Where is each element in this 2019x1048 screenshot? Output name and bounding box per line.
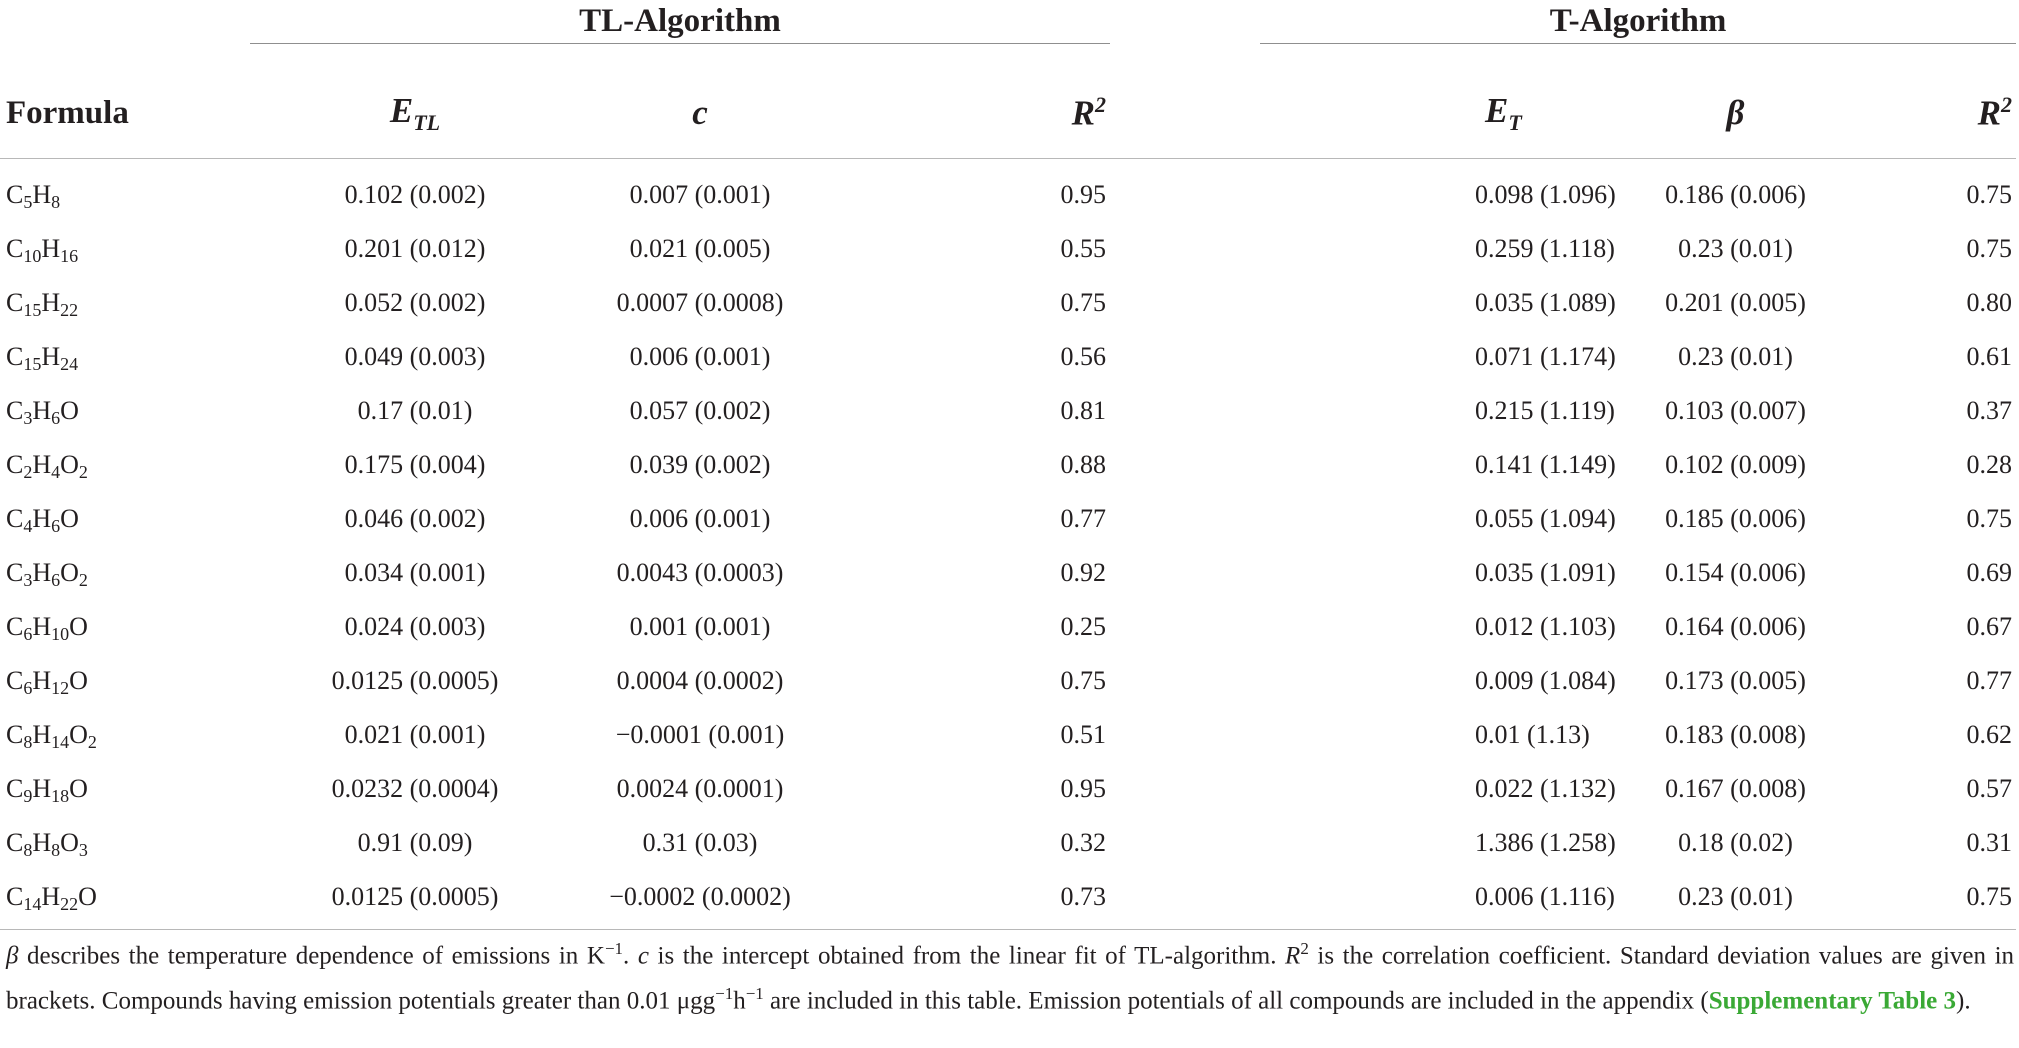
cell-e-t: 0.035 (1.089) (1475, 288, 1616, 317)
cell-spacer (1110, 600, 1260, 654)
cell-r2-tl: 0.55 (1060, 234, 1106, 263)
cell-spacer (1110, 870, 1260, 930)
col-header-beta: β (1620, 68, 1910, 159)
cell-e-t: 0.098 (1.096) (1475, 180, 1616, 209)
tl-group-rule (250, 44, 1110, 69)
cell-c: 0.0043 (0.0003) (616, 558, 784, 587)
cell-r2-tl: 0.75 (1060, 666, 1106, 695)
cell-r2-t: 0.37 (1966, 396, 2012, 425)
cell-formula: $C_2H_4O_2$ (6, 450, 88, 482)
table-row (0, 654, 2016, 708)
cell-beta: 0.23 (0.01) (1678, 342, 1793, 371)
cell-r2-t: 0.28 (1966, 450, 2012, 479)
cell-r2-tl: 0.32 (1060, 828, 1106, 857)
cell-e-t: 0.259 (1.118) (1475, 234, 1615, 263)
cell-e-t: 0.071 (1.174) (1475, 342, 1616, 371)
col-header-c: c (580, 68, 820, 159)
cell-c: 0.0004 (0.0002) (616, 666, 784, 695)
cell-r2-t: 0.77 (1966, 666, 2012, 695)
cell-e-t: 0.012 (1.103) (1475, 612, 1616, 641)
cell-e-tl: 0.175 (0.004) (344, 450, 486, 479)
cell-e-t: 1.386 (1.258) (1475, 828, 1616, 857)
cell-e-tl: 0.049 (0.003) (344, 342, 486, 371)
cell-r2-t: 0.69 (1966, 558, 2012, 587)
cell-c: 0.007 (0.001) (629, 180, 771, 209)
cell-beta: 0.103 (0.007) (1665, 396, 1806, 425)
cell-formula: $C_9H_{18}O$ (6, 774, 88, 806)
cell-spacer (1110, 330, 1260, 384)
cell-beta: 0.185 (0.006) (1665, 504, 1806, 533)
group-header-t: T-Algorithm (1549, 3, 1727, 39)
cell-e-t: 0.141 (1.149) (1475, 450, 1616, 479)
cell-formula: $C_6H_{10}O$ (6, 612, 88, 644)
cell-formula: $C_{14}H_{22}O$ (0, 870, 250, 930)
cell-r2-tl: 0.95 (1060, 774, 1106, 803)
cell-r2-t: 0.62 (1966, 720, 2012, 749)
cell-beta: 0.154 (0.006) (1665, 558, 1806, 587)
cell-e-tl: 0.0125 (0.0005) (331, 666, 499, 695)
cell-e-tl: 0.021 (0.001) (344, 720, 486, 749)
cell-e-tl: 0.17 (0.01) (357, 396, 473, 425)
cell-c: 0.31 (0.03) (642, 828, 758, 857)
supplementary-table-link[interactable]: Supplementary Table 3 (1708, 987, 1956, 1015)
cell-r2-t: 0.61 (1966, 342, 2012, 371)
cell-formula: $C_6H_{12}O$ (6, 666, 88, 698)
cell-r2-tl: 0.56 (1060, 342, 1106, 371)
cell-beta: 0.23 (0.01) (1620, 870, 1910, 930)
cell-formula: $C_{15}H_{22}$ (6, 288, 79, 320)
cell-beta: 0.164 (0.006) (1665, 612, 1806, 641)
col-header-e-tl: $E_{TL}$ (250, 68, 580, 159)
cell-r2-tl: 0.51 (1060, 720, 1106, 749)
t-group-rule (1260, 44, 1340, 69)
cell-c: 0.0024 (0.0001) (616, 774, 784, 803)
col-header-r2-tl: $R^2$ (820, 68, 1110, 159)
cell-c: 0.057 (0.002) (629, 396, 771, 425)
cell-beta: 0.183 (0.008) (1665, 720, 1806, 749)
cell-c: −0.0002 (0.0002) (580, 870, 820, 930)
col-header-r2-t: $R^2$ (1910, 68, 2016, 159)
cell-spacer (1110, 546, 1260, 600)
table-row (0, 762, 2016, 816)
cell-spacer (1110, 438, 1260, 492)
cell-r2-tl: 0.75 (1060, 288, 1106, 317)
cell-e-tl: 0.102 (0.002) (344, 180, 486, 209)
table-row (0, 384, 2016, 438)
table-row (0, 816, 2016, 870)
cell-formula: $C_3H_6O_2$ (6, 558, 88, 590)
cell-spacer (1110, 492, 1260, 546)
table-body (0, 159, 2016, 930)
cell-r2-tl: 0.73 (820, 870, 1110, 930)
cell-r2-tl: 0.92 (1060, 558, 1106, 587)
cell-spacer (1110, 222, 1260, 276)
table-row (0, 276, 2016, 330)
cell-r2-tl: 0.88 (1060, 450, 1106, 479)
cell-spacer (1110, 708, 1260, 762)
table-row (0, 330, 2016, 384)
cell-e-t: 0.01 (1.13) (1475, 720, 1590, 749)
cell-beta: 0.173 (0.005) (1665, 666, 1806, 695)
cell-r2-t: 0.80 (1966, 288, 2012, 317)
cell-formula: $C_{15}H_{24}$ (6, 342, 79, 374)
cell-spacer (1110, 654, 1260, 708)
cell-e-t: 0.055 (1.094) (1475, 504, 1616, 533)
cell-c: 0.006 (0.001) (629, 342, 771, 371)
table-row (0, 600, 2016, 654)
cell-r2-tl: 0.25 (1060, 612, 1106, 641)
cell-e-tl: 0.052 (0.002) (344, 288, 486, 317)
cell-r2-t: 0.75 (1966, 234, 2012, 263)
cell-r2-t: 0.75 (1966, 180, 2012, 209)
table-row (0, 438, 2016, 492)
table-footnote: β describes the temperature dependence of emissions in $K^{-1}$. c is the intercept obtained from the linear fit of TL-algorithm. $R^2$ is the correlation coefficient. Standard deviation values are given in brackets. Compounds having emission potentials greater than 0.01 $\mu gg^{-1}h^{-1}$ are included in this table. Emission potentials of all compounds are included in the appendix (Supplementary Table 3). (6, 939, 2015, 1015)
cell-c: 0.006 (0.001) (629, 504, 771, 533)
cell-beta: 0.167 (0.008) (1665, 774, 1806, 803)
cell-e-tl: 0.046 (0.002) (344, 504, 486, 533)
cell-r2-t: 0.57 (1966, 774, 2012, 803)
cell-formula: $C_8H_8O_3$ (6, 828, 88, 860)
cell-beta: 0.102 (0.009) (1665, 450, 1806, 479)
cell-formula: $C_4H_6O$ (6, 504, 79, 536)
cell-e-t: 0.022 (1.132) (1475, 774, 1616, 803)
cell-e-tl: 0.024 (0.003) (344, 612, 486, 641)
cell-c: 0.021 (0.005) (629, 234, 771, 263)
cell-spacer (1110, 816, 1260, 870)
cell-spacer (1110, 762, 1260, 816)
cell-spacer (1110, 159, 1260, 223)
cell-e-tl: 0.0232 (0.0004) (331, 774, 499, 803)
table-row (0, 159, 2016, 223)
cell-r2-t: 0.31 (1966, 828, 2012, 857)
cell-r2-tl: 0.77 (1060, 504, 1106, 533)
col-header-e-t: $E_T$ (1260, 68, 1620, 159)
cell-r2-tl: 0.95 (1060, 180, 1106, 209)
cell-r2-t: 0.75 (1966, 504, 2012, 533)
cell-e-t: 0.006 (1.116) (1260, 870, 1620, 930)
cell-formula: $C_8H_{14}O_2$ (6, 720, 97, 752)
cell-e-tl: 0.034 (0.001) (344, 558, 486, 587)
table-row (0, 492, 2016, 546)
cell-beta: 0.201 (0.005) (1665, 288, 1806, 317)
cell-formula: $C_{10}H_{16}$ (6, 234, 79, 266)
cell-formula: $C_5H_8$ (6, 180, 61, 212)
cell-e-tl: 0.201 (0.012) (344, 234, 486, 263)
table-row (0, 222, 2016, 276)
cell-r2-t: 0.75 (1910, 870, 2016, 930)
cell-e-tl: 0.0125 (0.0005) (250, 870, 580, 930)
cell-spacer (1110, 384, 1260, 438)
cell-c: 0.001 (0.001) (629, 612, 771, 641)
table-row (0, 708, 2016, 762)
table-row (0, 870, 2016, 930)
cell-spacer (1110, 276, 1260, 330)
cell-e-t: 0.035 (1.091) (1475, 558, 1616, 587)
cell-e-t: 0.009 (1.084) (1475, 666, 1616, 695)
cell-c: 0.0007 (0.0008) (616, 288, 784, 317)
cell-beta: 0.23 (0.01) (1678, 234, 1793, 263)
col-header-formula: Formula (0, 68, 250, 159)
cell-beta: 0.186 (0.006) (1665, 180, 1806, 209)
table-row (0, 546, 2016, 600)
cell-c: 0.039 (0.002) (629, 450, 771, 479)
group-header-tl: TL-Algorithm (579, 3, 781, 39)
cell-e-tl: 0.91 (0.09) (357, 828, 473, 857)
cell-c: −0.0001 (0.001) (615, 720, 785, 749)
cell-beta: 0.18 (0.02) (1678, 828, 1793, 857)
cell-r2-tl: 0.81 (1060, 396, 1106, 425)
cell-e-t: 0.215 (1.119) (1475, 396, 1615, 425)
cell-formula: $C_3H_6O$ (6, 396, 79, 428)
cell-r2-t: 0.67 (1966, 612, 2012, 641)
